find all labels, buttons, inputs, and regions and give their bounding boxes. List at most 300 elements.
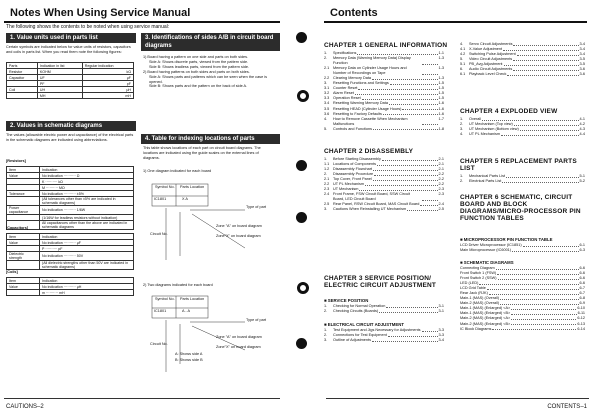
toc-entry-number: 3.4 bbox=[324, 101, 330, 106]
toc-leader-dots bbox=[511, 311, 576, 315]
toc-entry-number: 2. bbox=[324, 172, 328, 177]
chapter-2-title: CHAPTER 2 DISASSEMBLY bbox=[324, 148, 414, 155]
toc-leader-dots bbox=[383, 112, 438, 116]
s3-line: Side B: Shows leadless parts, viewed from the pattern side. bbox=[149, 64, 250, 69]
toc-entry[interactable] bbox=[324, 56, 444, 66]
toc-leader-dots bbox=[374, 172, 437, 176]
toc-leader-dots bbox=[390, 81, 438, 85]
toc-entry-number: 3. bbox=[324, 81, 328, 86]
toc-entry-number: 5.1 bbox=[460, 62, 466, 67]
toc-entry-page: 3-4 bbox=[438, 338, 444, 343]
toc-entry-page: 1-6 bbox=[438, 101, 444, 106]
toc-ch1 bbox=[324, 51, 444, 132]
toc-entry-page: 6-1 bbox=[579, 243, 585, 247]
toc-entry-label: Checking for Normal Operation bbox=[333, 304, 386, 308]
toc-entry-page: 1-1 bbox=[438, 51, 444, 55]
toc-entry-label: Before Starting Disassembly bbox=[333, 157, 381, 161]
left-page bbox=[0, 0, 284, 420]
d2-type: Type of part bbox=[246, 318, 267, 322]
toc-entry-page: 1-3 bbox=[438, 66, 444, 71]
table-row bbox=[7, 197, 134, 206]
toc-ch5 bbox=[460, 174, 585, 184]
res-cell: (1/16W for leadless resistors without indication) bbox=[40, 215, 134, 221]
toc-leader-dots bbox=[513, 57, 578, 61]
contents-title: Contents bbox=[324, 7, 587, 23]
toc-leader-dots bbox=[386, 304, 437, 308]
toc-entry-number: 2. bbox=[460, 179, 464, 184]
toc-ch6-2 bbox=[460, 266, 585, 332]
toc-entry-label: Playback Level Check bbox=[469, 72, 507, 77]
toc-leader-dots bbox=[358, 86, 437, 90]
cap-head-item: Item bbox=[7, 234, 40, 240]
toc-leader-dots bbox=[373, 177, 438, 181]
toc-entry-label: Top Cover, Front Panel bbox=[333, 177, 372, 182]
toc-leader-dots bbox=[407, 207, 437, 211]
toc-entry-label: Connections for Test Equipment bbox=[333, 333, 387, 338]
d2-zone-x: Zone"X" on board diagram bbox=[216, 345, 261, 349]
toc-entry-label: Main-2 (MAS) (Overall) bbox=[460, 301, 500, 306]
toc-entry-number: 3. bbox=[324, 338, 328, 343]
toc-entry-label: PB_Avg Adjustment bbox=[469, 62, 503, 67]
toc-entry-page: 6-10 bbox=[577, 306, 585, 311]
coils-table bbox=[6, 277, 134, 296]
toc-entry-number: 5. bbox=[324, 126, 328, 131]
units-cell: μH bbox=[82, 87, 133, 93]
toc-entry-label: Main-2 (MAS) (Enlarged) <B> bbox=[460, 321, 511, 326]
d1-symbol-label: Symbol No. bbox=[155, 185, 175, 189]
s3-line: Side A: Shows parts and patterns which can be seen when the case is opened. bbox=[149, 74, 267, 84]
units-table bbox=[6, 62, 134, 99]
adjustment-label: ELECTRICAL CIRCUIT ADJUSTMENT bbox=[327, 322, 404, 327]
toc-entry-label: Checking Circuits (Boards) bbox=[333, 309, 379, 314]
toc-entry-page: 3-3 bbox=[438, 333, 444, 338]
diagram-1-caption: 1) One diagram indicated for each board bbox=[143, 169, 212, 173]
toc-leader-dots bbox=[503, 47, 578, 51]
toc-leader-dots bbox=[492, 327, 576, 331]
binder-hole-icon bbox=[296, 338, 307, 349]
toc-entry[interactable] bbox=[324, 127, 444, 132]
toc-entry-label: Main-1 (MAS) (Enlarged) <B> bbox=[460, 311, 511, 316]
toc-entry-number: 2.1 bbox=[324, 66, 330, 71]
toc-entry-number: 3. bbox=[324, 207, 328, 212]
d2-zone-a: Zone "A" on board diagram bbox=[216, 335, 262, 339]
toc-entry-number: 1.1 bbox=[324, 162, 330, 167]
table-row bbox=[7, 290, 134, 296]
toc-entry-number: 1. bbox=[324, 304, 328, 308]
toc-entry-page: 1-6 bbox=[438, 111, 444, 116]
toc-entry-number: 2.5 bbox=[324, 202, 330, 207]
toc-entry-page: 3-5 bbox=[579, 62, 585, 67]
toc-leader-dots bbox=[512, 248, 578, 252]
units-head-parts: Parts bbox=[7, 63, 38, 69]
d1-zone-a: Zone "A" on board diagram bbox=[216, 224, 262, 228]
toc-leader-dots bbox=[511, 316, 576, 320]
toc-leader-dots bbox=[523, 243, 579, 247]
capacitors-label: [Capacitors] bbox=[6, 226, 29, 230]
toc-leader-dots bbox=[372, 76, 438, 80]
toc-leader-dots bbox=[487, 286, 579, 290]
section-4-header: 4. Table for indexing locations of parts bbox=[141, 134, 280, 144]
toc-leader-dots bbox=[489, 291, 579, 295]
toc-leader-dots bbox=[482, 117, 578, 121]
table-row bbox=[7, 261, 134, 270]
res-cell: K ·········· kΩ bbox=[40, 179, 134, 185]
adjustment-heading: ■ ELECTRICAL CIRCUIT ADJUSTMENT bbox=[324, 322, 404, 327]
toc-leader-dots bbox=[479, 281, 578, 285]
toc-entry-page: 6-13 bbox=[577, 321, 585, 326]
toc-entry-page: 2-1 bbox=[438, 162, 444, 167]
d2-symbol-label: Symbol No. bbox=[155, 297, 175, 301]
toc-entry[interactable] bbox=[324, 117, 444, 127]
coil-cell: Value bbox=[7, 284, 40, 290]
chapter-5-title: CHAPTER 5 REPLACEMENT PARTS LIST bbox=[460, 158, 577, 172]
toc-ch3-1 bbox=[324, 304, 444, 314]
d1-type: Type of part bbox=[246, 205, 267, 209]
res-cell: No indication ·········· ±5% bbox=[40, 191, 134, 197]
toc-entry[interactable] bbox=[324, 309, 444, 314]
toc-entry-label: UT Mechanism bbox=[333, 187, 359, 192]
toc-leader-dots bbox=[513, 67, 578, 71]
toc-leader-dots bbox=[520, 127, 579, 131]
res-cell: Tolerance bbox=[7, 191, 40, 197]
toc-entry-page: 6-6 bbox=[579, 281, 585, 286]
toc-leader-dots bbox=[511, 322, 576, 326]
s3-line: 2) Board having patterns on both sides and parts on both sides. bbox=[143, 69, 250, 74]
toc-entry-label: Resetting Functions and Settings bbox=[333, 81, 389, 86]
toc-entry-label: Outline of Adjustments bbox=[333, 338, 371, 343]
toc-entry-page: 3-1 bbox=[438, 304, 444, 308]
coil-cell: No indication ·········· μH bbox=[40, 284, 134, 290]
toc-leader-dots bbox=[382, 157, 438, 161]
binder-hole-icon bbox=[296, 212, 307, 223]
table-row bbox=[7, 93, 134, 99]
toc-entry-page: 1-3 bbox=[438, 76, 444, 81]
toc-entry-page: 6-7 bbox=[579, 286, 585, 291]
binder-ring-icon bbox=[297, 90, 309, 102]
units-cell: kΩ bbox=[82, 69, 133, 75]
toc-entry-page: 2-3 bbox=[438, 187, 444, 192]
toc-leader-dots bbox=[389, 101, 438, 105]
toc-leader-dots bbox=[496, 266, 579, 270]
toc-leader-dots bbox=[379, 309, 437, 313]
d2-a-side: A: Shows side A bbox=[175, 352, 203, 356]
toc-leader-dots bbox=[359, 187, 437, 191]
toc-entry-number: 1.2 bbox=[324, 167, 330, 172]
cap-cell bbox=[7, 261, 40, 270]
table-row bbox=[7, 252, 134, 261]
units-cell: Resistor bbox=[7, 69, 38, 75]
toc-entry-page: 1-5 bbox=[438, 86, 444, 91]
section-3-header: 3. Identifications of sides A/B in circuit board diagrams bbox=[141, 33, 280, 51]
toc-entry-number: 3.6 bbox=[324, 111, 330, 116]
toc-entry-label: Audio Circuit Adjustments bbox=[469, 67, 513, 72]
toc-entry-page: 6-12 bbox=[577, 316, 585, 321]
res-cell: All capacitances other than the above are indicated in schematic diagrams bbox=[40, 221, 134, 230]
cap-cell: (All dielectric strengths other than 50V are indicated in schematic diagrams) bbox=[40, 261, 134, 270]
cap-cell: Dielectric strength bbox=[7, 252, 40, 261]
toc-leader-dots bbox=[502, 179, 578, 183]
toc-entry-label: Operation Reset bbox=[333, 96, 361, 101]
toc-leader-dots bbox=[517, 52, 579, 56]
toc-entry-page: 4-4 bbox=[579, 132, 585, 137]
toc-entry-number: 1. bbox=[460, 174, 464, 178]
res-cell: No indication ·········· 1/6W bbox=[40, 206, 134, 215]
toc-entry-label: Resetting Warning Memory Data bbox=[333, 101, 388, 106]
toc-entry-page: 6-6 bbox=[579, 271, 585, 276]
toc-entry-label: Mechanical Parts List bbox=[469, 174, 506, 178]
s3-line: Side B: Shows parts and the pattern on the back of side A. bbox=[149, 84, 248, 89]
toc-entry[interactable] bbox=[460, 179, 585, 184]
toc-entry-page: 2-5 bbox=[438, 207, 444, 212]
toc-entry[interactable] bbox=[324, 207, 444, 212]
toc-entry[interactable] bbox=[324, 192, 444, 202]
toc-leader-dots bbox=[514, 122, 579, 126]
toc-entry-number: 4. bbox=[324, 116, 328, 121]
toc-entry-page: 6-14 bbox=[577, 326, 585, 331]
toc-entry-label: X-Value Adjustment bbox=[469, 47, 503, 52]
toc-leader-dots bbox=[422, 56, 438, 65]
units-head-regular: Regular indication bbox=[82, 63, 133, 69]
toc-leader-dots bbox=[511, 306, 576, 310]
table-row bbox=[7, 206, 134, 215]
toc-entry-page: 1-5 bbox=[438, 81, 444, 86]
left-footer: CAUTIONS–2 bbox=[6, 404, 44, 410]
toc-entry-label: Cautions When Reinstalling UT Mechanism bbox=[333, 207, 407, 212]
toc-entry-page: 3-4 bbox=[579, 52, 585, 57]
toc-entry-page: 2-1 bbox=[438, 167, 444, 172]
d1-ic: IC1801 bbox=[154, 197, 167, 201]
toc-ch4 bbox=[460, 117, 585, 137]
resistors-table bbox=[6, 166, 134, 230]
res-cell: Power capacitance bbox=[7, 206, 40, 215]
toc-leader-dots bbox=[388, 333, 438, 337]
toc-entry-page: 1-3 bbox=[438, 56, 444, 61]
toc-entry[interactable] bbox=[460, 72, 585, 77]
toc-leader-dots bbox=[422, 328, 438, 332]
toc-entry-label: UT Mechanism (Bottom view) bbox=[469, 127, 519, 132]
toc-entry-number: 2. bbox=[460, 122, 464, 127]
toc-entry-number: 1. bbox=[460, 117, 464, 121]
microprocessor-label: MICROPROCESSOR PIN FUNCTION TABLE bbox=[463, 237, 553, 242]
toc-entry-label: Alarm Reset bbox=[333, 91, 354, 96]
toc-leader-dots bbox=[513, 42, 578, 46]
toc-entry-number: 2.2 bbox=[324, 182, 330, 187]
toc-entry-page: 2-2 bbox=[438, 172, 444, 177]
toc-entry-label: Disassembly Flowchart bbox=[333, 167, 373, 172]
toc-entry-page: 4-1 bbox=[579, 117, 585, 121]
units-cell: MH bbox=[37, 93, 82, 99]
toc-entry-label: Main-2 (MAS) (Enlarged) <A> bbox=[460, 316, 511, 321]
res-head-indication: Indication bbox=[40, 167, 134, 173]
resistors-label: [Resistors] bbox=[6, 159, 26, 163]
res-head-item: Item bbox=[7, 167, 40, 173]
cap-cell: Value bbox=[7, 240, 40, 246]
toc-entry-label: Electrical Parts List bbox=[469, 179, 502, 184]
toc-entry-page: 1-6 bbox=[438, 106, 444, 111]
coil-head-item: Item bbox=[7, 278, 40, 284]
toc-entry-number: 2.1 bbox=[324, 177, 330, 182]
units-cell: KOHM bbox=[37, 69, 82, 75]
toc-entry-page: 3-4 bbox=[579, 47, 585, 52]
toc-entry-label: How to Remove Cassette When Mechanism Malfunctions bbox=[333, 116, 408, 126]
toc-entry-number: 4.2 bbox=[460, 52, 466, 57]
toc-entry-page: 2-2 bbox=[438, 182, 444, 187]
left-footer-line bbox=[4, 398, 280, 399]
toc-entry-label: Specifications bbox=[333, 51, 357, 55]
toc-entry-label: Clearing Memory Data bbox=[333, 76, 371, 81]
binder-hole-icon bbox=[296, 160, 307, 171]
diagram-2-caption: 2) Two diagrams indicated for each board bbox=[143, 283, 213, 287]
toc-leader-dots bbox=[500, 301, 578, 305]
toc-entry-page: 6-3 bbox=[579, 248, 585, 253]
right-footer-line bbox=[326, 398, 589, 399]
coils-label: [Coils] bbox=[6, 270, 18, 274]
toc-entry-label: LCD Grid Table bbox=[460, 286, 486, 291]
toc-entry-number: 4.1 bbox=[460, 47, 466, 52]
service-position-heading: ■ SERVICE POSITION bbox=[324, 298, 369, 303]
toc-entry-number: 3.2 bbox=[324, 91, 330, 96]
cap-cell: P ·········· pF bbox=[40, 246, 134, 252]
toc-entry-label: Main Microprocessor (IC6001) bbox=[460, 248, 512, 253]
toc-entry-label: Test Equipment and Jigs Necessary for Adjustments bbox=[333, 328, 421, 332]
toc-leader-dots bbox=[500, 296, 578, 300]
toc-entry-label: Counter Reset bbox=[333, 86, 358, 91]
toc-entry[interactable] bbox=[324, 66, 444, 76]
toc-entry[interactable] bbox=[324, 338, 444, 343]
toc-entry-label: Disassembly Procedure bbox=[333, 172, 374, 177]
toc-entry-page: 3-5 bbox=[579, 57, 585, 62]
d1-loc: X A bbox=[182, 197, 188, 201]
section-2-text: The values (allowable electric power and capacitance) of the electrical parts in the schematic diagrams are indicated using abbreviations. bbox=[6, 133, 134, 142]
res-cell bbox=[7, 197, 40, 206]
toc-leader-dots bbox=[507, 72, 578, 76]
cap-cell: No indication ·········· 50V bbox=[40, 252, 134, 261]
chapter-1-title: CHAPTER 1 GENERAL INFORMATION bbox=[324, 42, 448, 49]
toc-entry-number: 1. bbox=[324, 51, 328, 55]
toc-entry-label: Video Circuit Adjustments bbox=[469, 57, 513, 62]
toc-entry-label: Memory Data (Warning Memory Data) Display Function bbox=[333, 56, 411, 66]
toc-entry-number: 2. bbox=[324, 309, 328, 314]
toc-entry-page: 6-11 bbox=[577, 311, 585, 316]
toc-entry-number: 3.3 bbox=[324, 96, 330, 101]
toc-ch3-2 bbox=[324, 328, 444, 343]
toc-entry-label: Resetting HEAD (Cylinder Usage Hours) bbox=[333, 106, 402, 111]
toc-entry-page: 5-2 bbox=[579, 179, 585, 184]
coil-head-indication: Indication bbox=[40, 278, 134, 284]
toc-ch2 bbox=[324, 157, 444, 213]
d2-loc: A - A bbox=[182, 309, 191, 313]
units-cell: UF bbox=[37, 75, 82, 81]
d2-circuit-no: Circuit No. bbox=[150, 342, 168, 346]
section-2-header: 2. Values in schematic diagrams bbox=[6, 121, 136, 131]
toc-leader-dots bbox=[402, 107, 437, 111]
toc-entry-label: Rear Panel, RSW Circuit Board, MAS Circuit Board bbox=[333, 202, 420, 207]
toc-leader-dots bbox=[372, 338, 438, 342]
toc-entry-label: LED (LED) bbox=[460, 281, 479, 286]
toc-entry-number: 2.4 bbox=[324, 192, 330, 197]
toc-entry-label: Resetting to Factory Defaults bbox=[333, 111, 382, 116]
toc-entry-page: 6-9 bbox=[579, 301, 585, 306]
service-position-label: SERVICE POSITION bbox=[327, 298, 369, 303]
left-intro: The following shows the contents to be noted when using service manual: bbox=[6, 24, 170, 30]
units-cell bbox=[7, 93, 38, 99]
toc-entry-label: UT PL Mechanism bbox=[333, 182, 365, 187]
toc-entry-page: 2-4 bbox=[438, 202, 444, 207]
toc-entry-number: 4. bbox=[460, 42, 464, 46]
toc-leader-dots bbox=[420, 202, 437, 206]
toc-entry-page: 6-7 bbox=[579, 291, 585, 296]
right-page bbox=[322, 0, 593, 420]
toc-leader-dots bbox=[422, 66, 438, 75]
toc-entry-number: 3.1 bbox=[324, 86, 330, 91]
d2-b-side: B: Shows side B bbox=[175, 358, 203, 362]
units-cell: mH bbox=[82, 93, 133, 99]
toc-leader-dots bbox=[422, 192, 438, 201]
toc-ch3-cont bbox=[460, 42, 585, 77]
toc-entry-page: 4-2 bbox=[579, 122, 585, 127]
chapter-6-title: CHAPTER 6 SCHEMATIC, CIRCUIT BOARD AND BLOCK DIAGRAMS/MICRO-PROCESSOR PIN FUNCTION TABLES bbox=[460, 194, 581, 222]
toc-entry-page: 2-2 bbox=[438, 177, 444, 182]
res-cell: Value bbox=[7, 173, 40, 179]
toc-entry-label: UT Mechanism (Top view) bbox=[469, 122, 513, 127]
coil-cell bbox=[7, 290, 40, 296]
toc-entry-page: 1-7 bbox=[438, 116, 444, 121]
toc-leader-dots bbox=[355, 91, 438, 95]
right-footer: CONTENTS–1 bbox=[547, 404, 587, 410]
toc-entry-page: 1-5 bbox=[438, 96, 444, 101]
toc-entry-page: 4-3 bbox=[579, 127, 585, 132]
res-cell: No indication ·········· Ω bbox=[40, 173, 134, 179]
toc-entry-label: Locations of Components bbox=[333, 162, 377, 167]
toc-entry-label: Main-1 (MAS) (Enlarged) <A> bbox=[460, 306, 511, 311]
toc-leader-dots bbox=[373, 167, 437, 171]
units-cell: PF bbox=[37, 81, 82, 87]
toc-entry-number: 3.5 bbox=[324, 106, 330, 111]
toc-entry-number: 4. bbox=[460, 132, 464, 137]
toc-entry-number: 2.2 bbox=[324, 76, 330, 81]
toc-leader-dots bbox=[497, 271, 578, 275]
left-page-title: Notes When Using Service Manual bbox=[4, 7, 280, 23]
binder-ring-icon bbox=[297, 282, 309, 294]
toc-entry-number: 3. bbox=[460, 127, 464, 132]
toc-entry-page: 6-6 bbox=[579, 276, 585, 281]
toc-entry-page: 1-8 bbox=[438, 126, 444, 131]
toc-entry-label: Front Switch 1 (FSW) bbox=[460, 271, 497, 276]
toc-entry[interactable] bbox=[460, 248, 585, 253]
toc-entry[interactable] bbox=[460, 132, 585, 137]
toc-entry-page: 3-6 bbox=[579, 67, 585, 72]
d2-parts-label: Parts Location bbox=[180, 297, 205, 301]
toc-entry-page: 6-8 bbox=[579, 296, 585, 301]
s3-line: 1) Board having a pattern on one side and parts on both sides. bbox=[143, 55, 249, 59]
toc-leader-dots bbox=[501, 132, 578, 136]
toc-entry-page: 3-4 bbox=[579, 42, 585, 46]
toc-entry-number: 6.1 bbox=[460, 72, 466, 77]
toc-entry-page: 3-6 bbox=[579, 72, 585, 77]
toc-entry-number: 6. bbox=[460, 67, 464, 72]
toc-entry-label: Overall bbox=[469, 117, 482, 121]
toc-entry-label: Controls and Functions bbox=[333, 126, 373, 131]
toc-entry-label: Servo Circuit Adjustments bbox=[469, 42, 513, 46]
chapter-3-title: CHAPTER 3 SERVICE POSITION/ ELECTRIC CIRCUIT ADJUSTMENT bbox=[324, 275, 437, 289]
toc-leader-dots bbox=[357, 51, 437, 55]
coil-cell: m ·········· mH bbox=[40, 290, 134, 296]
units-cell: pF bbox=[82, 81, 133, 87]
toc-entry-label: Connecting Diagram bbox=[460, 266, 495, 270]
toc-entry[interactable] bbox=[460, 327, 585, 332]
toc-entry-label: Front Frame, FSW Circuit Board, SSW Circuit Board, LED Circuit Board bbox=[333, 192, 411, 202]
units-cell: μF bbox=[82, 75, 133, 81]
